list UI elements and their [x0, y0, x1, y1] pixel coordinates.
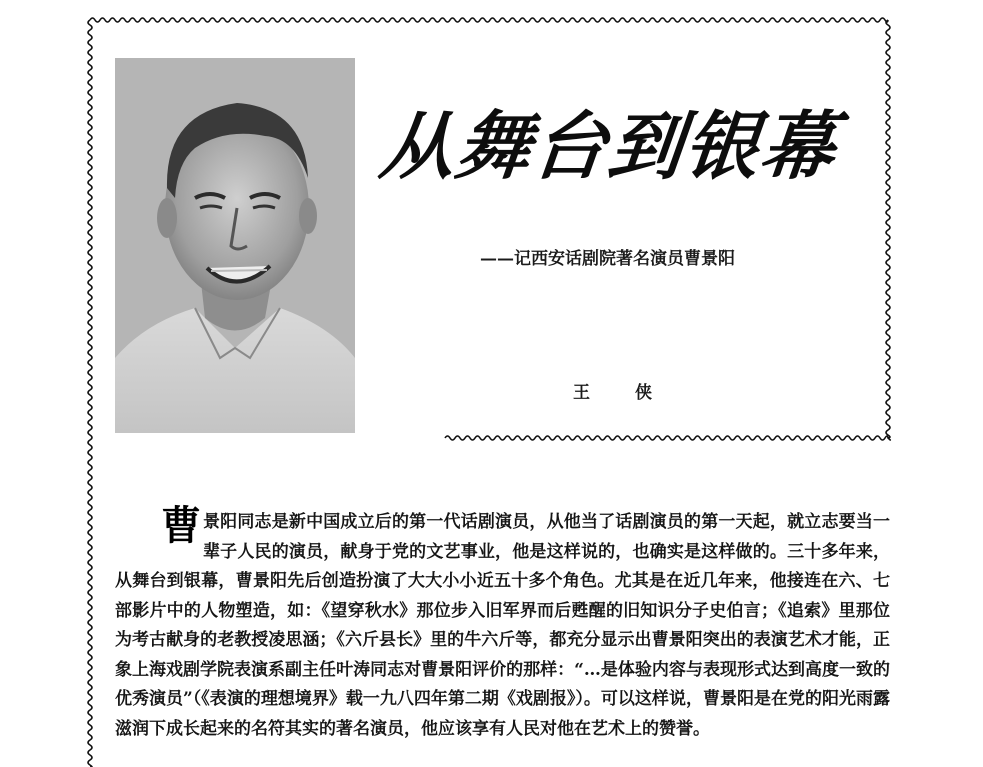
border-top-wave [90, 18, 888, 22]
article-subtitle: ——记西安话剧院著名演员曹景阳 [480, 249, 735, 269]
author-name: 王 侠 [573, 383, 666, 403]
border-inner-bottom-wave [445, 436, 890, 440]
border-left-wave [88, 20, 92, 767]
border-right-wave [886, 20, 890, 438]
article-body [115, 502, 890, 744]
portrait-drawing [115, 58, 355, 433]
body-paragraph: 景阳同志是新中国成立后的第一代话剧演员，从他当了话剧演员的第一天起，就立志要当一辈子人民的演员，献身于党的文艺事业，他是这样说的，也确实是这样做的。三十多年来，从舞台到银幕，曹景阳先后创造扮演了大大小小近五十多个角色。尤其是在近几年来，他接连在六、七部影片中的人物塑造，如：《望穿秋水》那位步入旧军界而后甦醒的旧知识分子史伯言；《追索》里那位为考古献身的老教授凌思涵；《六斤县长》里的牛六斤等，都充分显示出曹景阳突出的表演艺术才能，正象上海戏剧学院表演系副主任叶涛同志对曹景阳评价的那样：“…是体验内容与表现形式达到高度一致的优秀演员”（《表演的理想境界》载一九八四年第二期《戏剧报》）。可以这样说，曹景阳是在党的阳光雨露滋润下成长起来的名符其实的著名演员，他应该享有人民对他在艺术上的赞誉。 [115, 512, 890, 739]
portrait-photo [115, 58, 355, 433]
drop-cap: 曹 [161, 502, 201, 549]
article-title: 从舞台到银幕 [376, 104, 842, 190]
